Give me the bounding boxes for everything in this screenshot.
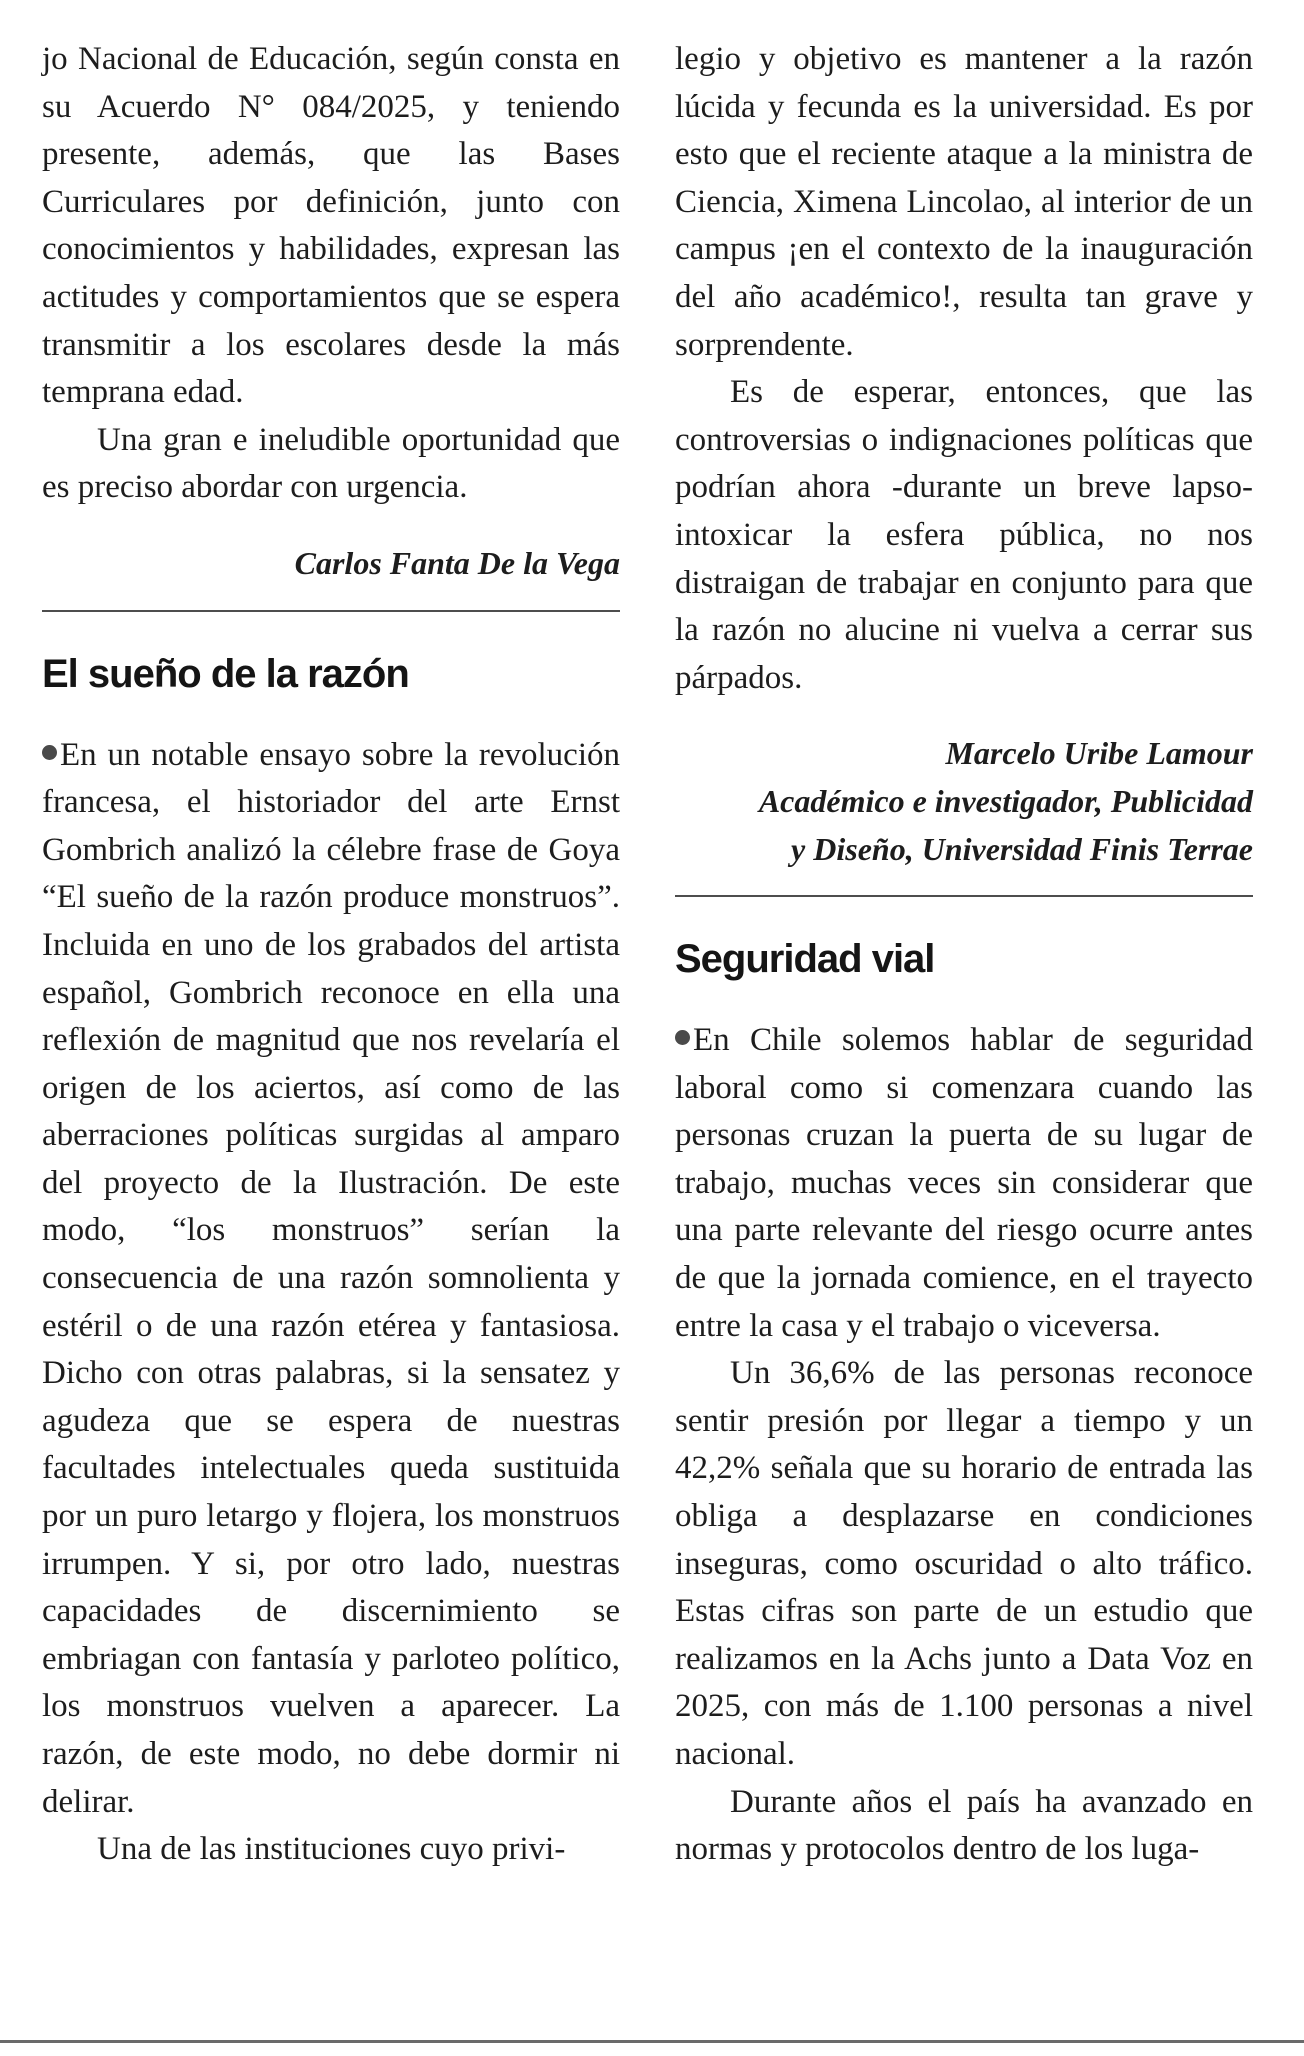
article-title-sueno-razon: El sueño de la razón [42, 651, 409, 696]
article-body-paragraph [42, 732, 620, 1827]
article-body-paragraph-continued: Durante años el país ha avanzado en normas y protocolos dentro de los luga- [675, 1783, 1253, 1868]
author-affiliation-line-1: Académico e investigador, Publicidad [758, 782, 1253, 819]
author-affiliation-line-2: y Diseño, Universidad Finis Terrae [791, 830, 1253, 867]
page-bottom-rule [0, 2040, 1304, 2043]
left-column [42, 36, 620, 1874]
article-body-paragraph-continued: Una de las instituciones cuyo privi- [97, 1831, 566, 1868]
bullet-icon [42, 745, 57, 760]
article-continuation-paragraph: legio y objetivo es mantener a la razón lúcida y fecunda es la universidad. Es por esto que el reciente ataque a la ministra de Ciencia, Ximena Lincolao, al interior de un campus ¡en el contexto de la inauguración del año académico!, resulta tan grave y sorprendente. [675, 41, 1253, 363]
author-signature-block [675, 730, 1253, 873]
article-body-paragraph [675, 1017, 1253, 1350]
article-lead-text: En un notable ensayo sobre la revolución francesa, el historiador del arte Ernst Gombrich analizó la célebre frase de Goya “El sueño de la razón produce monstruos”. Incluida en uno de los grabados del artista español, Gombrich reconoce en ella una reflexión de magnitud que nos revelaría el origen de los aciertos, así como de las aberraciones políticas surgidas al amparo del proyecto de la Ilustración. De este modo, “los monstruos” serían la consecuencia de una razón somnolienta y estéril o de una razón etérea y fantasiosa. Dicho con otras palabras, si la sensatez y agudeza que se espera de nuestras facultades intelectuales queda sustituida por un puro letargo y flojera, los monstruos irrumpen. Y si, por otro lado, nuestras capacidades de discernimiento se embriagan con fantasía y parloteo político, los monstruos vuelven a aparecer. La razón, de este modo, no debe dormir ni delirar. [42, 736, 620, 1820]
article-lead-text: En Chile solemos hablar de seguridad laboral como si comenzara cuando las personas cruzan la puerta de su lugar de trabajo, muchas veces sin considerar que una parte relevante del riesgo ocurre antes de que la jornada comience, en el trayecto entre la casa y el trabajo o viceversa. [675, 1022, 1253, 1344]
right-column [675, 36, 1253, 1874]
article-body-paragraph: Un 36,6% de las personas reconoce sentir presión por llegar a tiempo y un 42,2% señala que su horario de entrada las obliga a desplazarse en condiciones inseguras, como oscuridad o alto tráfico. Estas cifras son parte de un estudio que realizamos en la Achs junto a Data Voz en 2025, con más de 1.100 personas a nivel nacional. [675, 1355, 1253, 1772]
bullet-icon [675, 1030, 690, 1045]
article-title-seguridad-vial: Seguridad vial [675, 937, 935, 982]
letter-closing-paragraph: Una gran e ineludible oportunidad que es preciso abordar con urgencia. [42, 421, 620, 506]
letter-signature: Carlos Fanta De la Vega [294, 544, 620, 581]
letter-continuation-paragraph: jo Nacional de Educación, según consta en su Acuerdo N° 084/2025, y teniendo presente, además, que las Bases Curriculares por definición, junto con conocimientos y habilidades, expresan las actitudes y comportamientos que se espera transmitir a los escolares desde la más temprana edad. [42, 41, 620, 411]
article-closing-paragraph: Es de esperar, entonces, que las controversias o indignaciones políticas que podrían ahora -durante un breve lapso- intoxicar la esfera pública, no nos distraigan de trabajar en conjunto para que la razón no alucine ni vuelva a cerrar sus párpados. [675, 374, 1253, 696]
author-name: Marcelo Uribe Lamour [945, 735, 1253, 772]
